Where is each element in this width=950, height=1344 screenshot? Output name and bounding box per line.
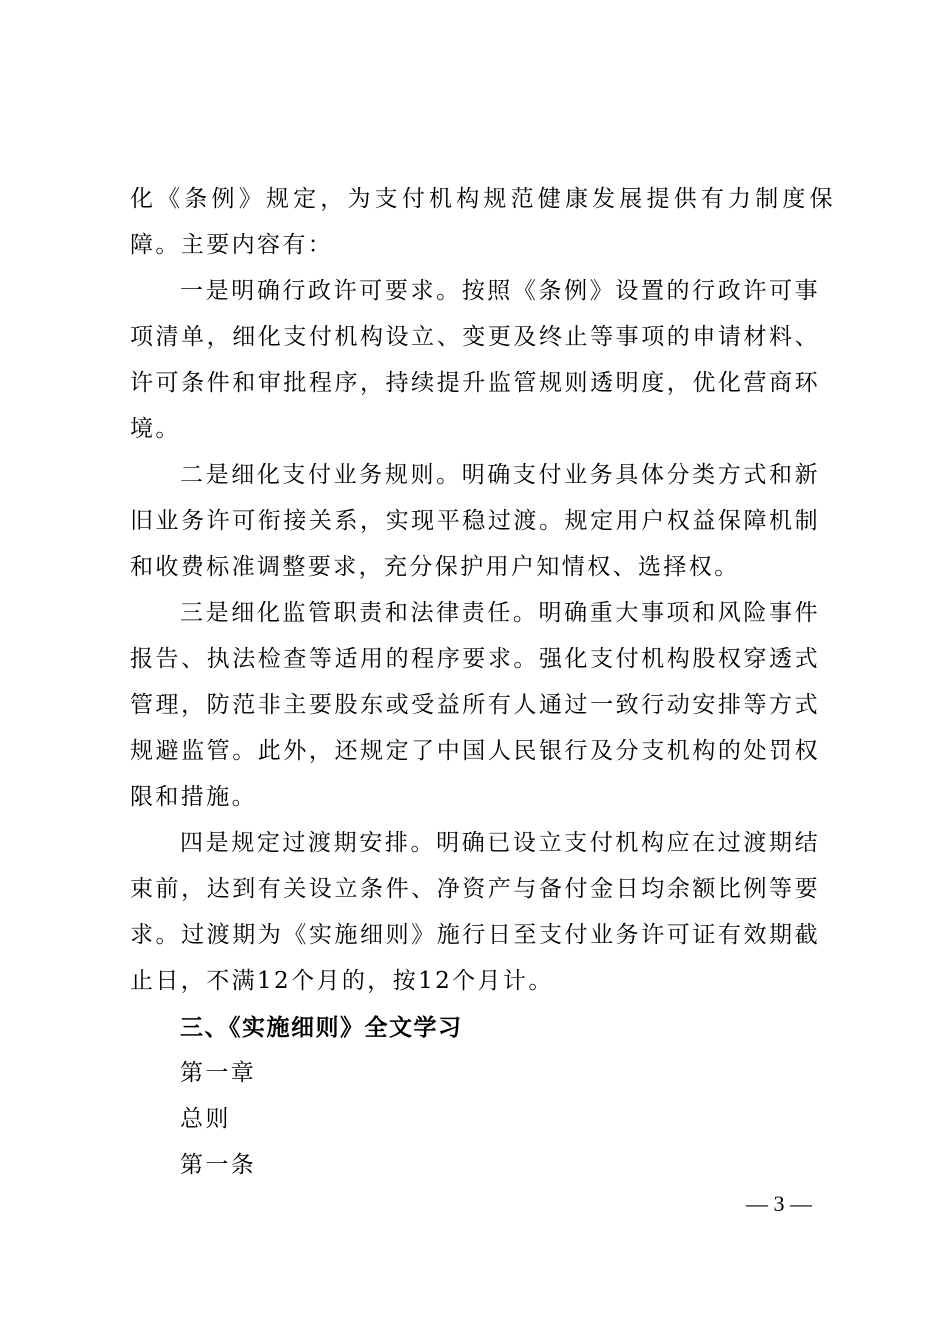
paragraph-supervision-responsibility: 三是细化监管职责和法律责任。明确重大事项和风险事件报告、执法检查等适用的程序要求。强化支付机构股权穿透式管理，防范非主要股东或受益所有人通过一致行动安排等方式规避监管。此外，还规定了中国人民银行及分支机构的处罚权限和措施。 xyxy=(130,600,820,810)
chapter-title: 总则 xyxy=(180,1106,231,1132)
page-number: — 3 — xyxy=(746,1191,812,1216)
paragraph-intro-continuation: 化《条例》规定，为支付机构规范健康发展提供有力制度保障。主要内容有： xyxy=(130,186,835,258)
chapter-label: 第一章 xyxy=(180,1060,257,1086)
paragraph-transition-period: 四是规定过渡期安排。明确已设立支付机构应在过渡期结束前，达到有关设立条件、净资产与备付金日均余额比例等要求。过渡期为《实施细则》施行日至支付业务许可证有效期截止日，不满12个月的，按12个月计。 xyxy=(130,830,820,994)
article-label: 第一条 xyxy=(180,1152,257,1178)
paragraph-payment-business-rules: 二是细化支付业务规则。明确支付业务具体分类方式和新旧业务许可衔接关系，实现平稳过渡。规定用户权益保障机制和收费标准调整要求，充分保护用户知情权、选择权。 xyxy=(130,462,820,580)
paragraph-administrative-licensing: 一是明确行政许可要求。按照《条例》设置的行政许可事项清单，细化支付机构设立、变更及终止等事项的申请材料、许可条件和审批程序，持续提升监管规则透明度，优化营商环境。 xyxy=(130,278,820,442)
section-heading: 三、《实施细则》全文学习 xyxy=(180,1015,463,1041)
